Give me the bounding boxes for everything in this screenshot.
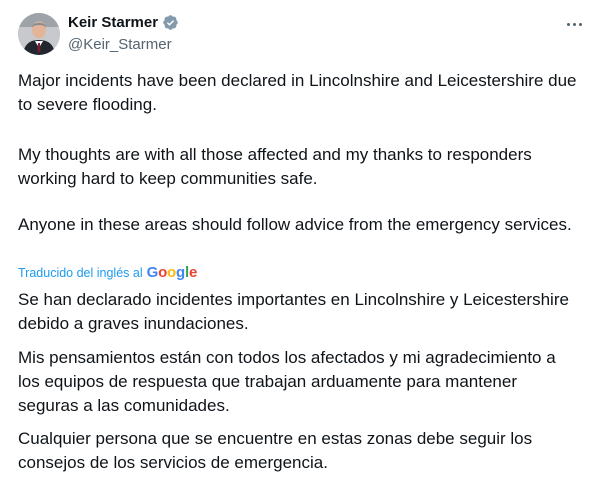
google-letter: G [146, 264, 159, 281]
tweet-paragraph-original: Major incidents have been declared in Lincolnshire and Leicestershire due to severe flooding. [18, 71, 577, 114]
google-letter: g [176, 264, 185, 281]
more-horizontal-icon [579, 23, 582, 26]
author-name-row[interactable] [68, 14, 179, 31]
avatar-portrait [18, 13, 60, 55]
avatar[interactable] [18, 13, 60, 55]
tweet-paragraph-translated: Se han declarado incidentes importantes en Lincolnshire y Leicestershire debido a graves inundaciones. [18, 290, 569, 333]
tweet-paragraph-original: Anyone in these areas should follow advice from the emergency services. [18, 215, 572, 234]
google-logo [147, 264, 198, 281]
author-name[interactable]: Keir Starmer [68, 14, 159, 31]
more-horizontal-icon [573, 23, 576, 26]
translated-by-google-link[interactable] [18, 264, 197, 281]
google-letter: e [188, 264, 198, 281]
author-handle[interactable]: @Keir_Starmer [68, 36, 172, 53]
google-letter: l [184, 264, 189, 281]
more-options-button[interactable] [561, 14, 587, 34]
tweet-paragraph-translated: Cualquier persona que se encuentre en estas zonas debe seguir los consejos de los servicios de emergencia. [18, 429, 533, 472]
google-letter: o [167, 264, 177, 281]
tweet-paragraph-original: My thoughts are with all those affected and my thanks to responders working hard to keep communities safe. [18, 145, 532, 188]
google-letter: o [158, 264, 168, 281]
translation-label: Traducido del inglés al [18, 265, 143, 280]
tweet-paragraph-translated: Mis pensamientos están con todos los afectados y mi agradecimiento a los equipos de respuesta que trabajan arduamente para mantener seguras a las comunidades. [18, 348, 556, 415]
verified-badge-icon [162, 14, 179, 31]
more-horizontal-icon [567, 23, 570, 26]
